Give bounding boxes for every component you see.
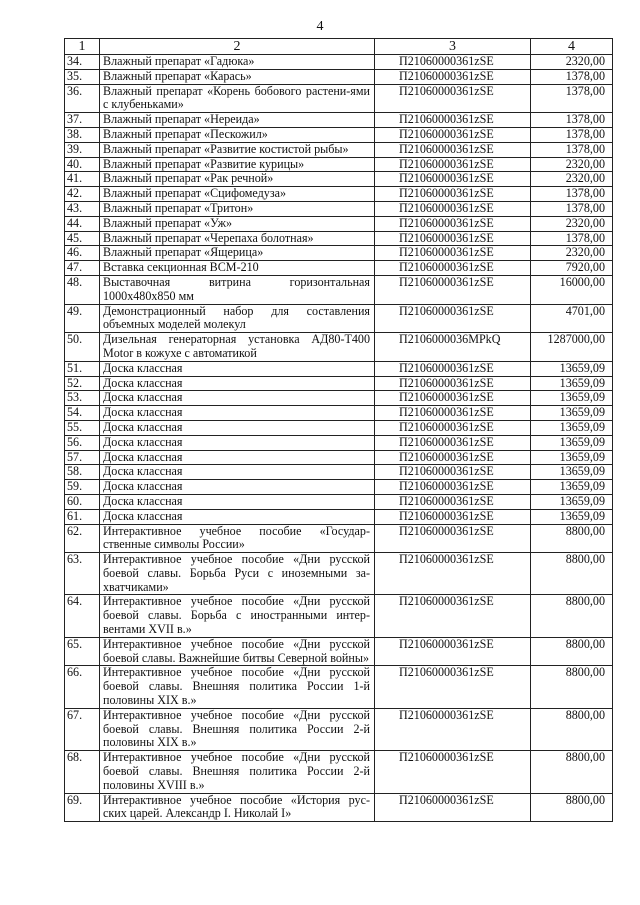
item-name: Доска классная <box>100 450 375 465</box>
item-code: П21060000361zSE <box>375 595 531 637</box>
item-name: Интерактивное учебное пособие «История рус-ских царей. Александр I. Николай I» <box>100 793 375 822</box>
table-row <box>65 751 613 793</box>
table-row <box>65 69 613 84</box>
item-price: 8800,00 <box>531 637 613 666</box>
row-number: 45. <box>65 231 100 246</box>
item-code: П21060000361zSE <box>375 751 531 793</box>
row-number: 35. <box>65 69 100 84</box>
item-price: 1287000,00 <box>531 333 613 362</box>
row-number: 69. <box>65 793 100 822</box>
item-name: Доска классная <box>100 494 375 509</box>
table-row <box>65 261 613 276</box>
row-number: 51. <box>65 361 100 376</box>
item-code: П21060000361zSE <box>375 361 531 376</box>
row-number: 38. <box>65 127 100 142</box>
row-number: 39. <box>65 142 100 157</box>
item-code: П2106000036MPkQ <box>375 333 531 362</box>
row-number: 54. <box>65 406 100 421</box>
item-price: 8800,00 <box>531 595 613 637</box>
item-name: Вставка секционная ВСМ-210 <box>100 261 375 276</box>
table-header <box>65 39 613 55</box>
table-body <box>65 55 613 822</box>
item-name: Влажный препарат «Карась» <box>100 69 375 84</box>
table-row <box>65 84 613 113</box>
table-row <box>65 406 613 421</box>
item-price: 8800,00 <box>531 553 613 595</box>
item-price: 1378,00 <box>531 187 613 202</box>
item-code: П21060000361zSE <box>375 435 531 450</box>
item-price: 8800,00 <box>531 524 613 553</box>
row-number: 46. <box>65 246 100 261</box>
row-number: 49. <box>65 304 100 333</box>
table-row <box>65 246 613 261</box>
row-number: 67. <box>65 708 100 750</box>
table-row <box>65 637 613 666</box>
page-number: 4 <box>316 19 324 34</box>
item-code: П21060000361zSE <box>375 201 531 216</box>
table-row <box>65 231 613 246</box>
item-name: Влажный препарат «Корень бобового растени-ями с клубеньками» <box>100 84 375 113</box>
table-row <box>65 450 613 465</box>
item-code: П21060000361zSE <box>375 231 531 246</box>
table-row <box>65 304 613 333</box>
item-code: П21060000361zSE <box>375 391 531 406</box>
row-number: 55. <box>65 420 100 435</box>
item-name: Влажный препарат «Ящерица» <box>100 246 375 261</box>
table-row <box>65 172 613 187</box>
table-row <box>65 435 613 450</box>
item-price: 2320,00 <box>531 157 613 172</box>
row-number: 59. <box>65 480 100 495</box>
item-name: Интерактивное учебное пособие «Дни русской боевой славы. Внешняя политика России 1-й половины XIX в.» <box>100 666 375 708</box>
item-code: П21060000361zSE <box>375 376 531 391</box>
item-price: 2320,00 <box>531 55 613 70</box>
row-number: 34. <box>65 55 100 70</box>
item-name: Влажный препарат «Гадюка» <box>100 55 375 70</box>
item-price: 2320,00 <box>531 172 613 187</box>
item-name: Выставочная витрина горизонтальная 1000х480х850 мм <box>100 275 375 304</box>
item-name: Влажный препарат «Сцифомедуза» <box>100 187 375 202</box>
item-code: П21060000361zSE <box>375 450 531 465</box>
table-row <box>65 275 613 304</box>
item-code: П21060000361zSE <box>375 420 531 435</box>
row-number: 36. <box>65 84 100 113</box>
table-row <box>65 201 613 216</box>
item-name: Доска классная <box>100 406 375 421</box>
column-header: 4 <box>531 39 613 55</box>
table-row <box>65 187 613 202</box>
item-code: П21060000361zSE <box>375 666 531 708</box>
item-price: 2320,00 <box>531 216 613 231</box>
item-price: 4701,00 <box>531 304 613 333</box>
item-name: Доска классная <box>100 420 375 435</box>
item-code: П21060000361zSE <box>375 406 531 421</box>
item-code: П21060000361zSE <box>375 172 531 187</box>
table-row <box>65 509 613 524</box>
item-code: П21060000361zSE <box>375 524 531 553</box>
column-header: 2 <box>100 39 375 55</box>
item-name: Доска классная <box>100 376 375 391</box>
item-price: 1378,00 <box>531 231 613 246</box>
table-row <box>65 553 613 595</box>
item-code: П21060000361zSE <box>375 708 531 750</box>
item-price: 13659,09 <box>531 406 613 421</box>
row-number: 60. <box>65 494 100 509</box>
item-name: Влажный препарат «Тритон» <box>100 201 375 216</box>
table-row <box>65 494 613 509</box>
item-code: П21060000361zSE <box>375 113 531 128</box>
table-row <box>65 595 613 637</box>
row-number: 43. <box>65 201 100 216</box>
row-number: 65. <box>65 637 100 666</box>
row-number: 50. <box>65 333 100 362</box>
row-number: 44. <box>65 216 100 231</box>
item-price: 8800,00 <box>531 708 613 750</box>
item-code: П21060000361zSE <box>375 142 531 157</box>
item-price: 13659,09 <box>531 391 613 406</box>
table-row <box>65 480 613 495</box>
table-row <box>65 391 613 406</box>
row-number: 61. <box>65 509 100 524</box>
table-row <box>65 142 613 157</box>
row-number: 56. <box>65 435 100 450</box>
item-price: 13659,09 <box>531 450 613 465</box>
item-code: П21060000361zSE <box>375 55 531 70</box>
item-price: 2320,00 <box>531 246 613 261</box>
inventory-table <box>64 38 613 822</box>
item-code: П21060000361zSE <box>375 304 531 333</box>
table-row <box>65 113 613 128</box>
table-row <box>65 55 613 70</box>
table-row <box>65 216 613 231</box>
item-price: 13659,09 <box>531 376 613 391</box>
item-price: 13659,09 <box>531 435 613 450</box>
item-price: 1378,00 <box>531 201 613 216</box>
item-name: Интерактивное учебное пособие «Дни русской боевой славы. Важнейшие битвы Северной войны» <box>100 637 375 666</box>
item-code: П21060000361zSE <box>375 84 531 113</box>
table-row <box>65 793 613 822</box>
item-price: 13659,09 <box>531 361 613 376</box>
item-price: 1378,00 <box>531 127 613 142</box>
row-number: 37. <box>65 113 100 128</box>
item-code: П21060000361zSE <box>375 187 531 202</box>
item-price: 13659,09 <box>531 465 613 480</box>
item-code: П21060000361zSE <box>375 246 531 261</box>
item-name: Интерактивное учебное пособие «Дни русской боевой славы. Внешняя политика России 2-й половины XVIII в.» <box>100 751 375 793</box>
item-code: П21060000361zSE <box>375 157 531 172</box>
row-number: 62. <box>65 524 100 553</box>
table-row <box>65 127 613 142</box>
item-name: Доска классная <box>100 361 375 376</box>
item-code: П21060000361zSE <box>375 553 531 595</box>
item-code: П21060000361zSE <box>375 127 531 142</box>
item-price: 7920,00 <box>531 261 613 276</box>
row-number: 64. <box>65 595 100 637</box>
row-number: 68. <box>65 751 100 793</box>
table-row <box>65 376 613 391</box>
item-name: Дизельная генераторная установка АД80-Т400 Motor в кожухе с автоматикой <box>100 333 375 362</box>
row-number: 47. <box>65 261 100 276</box>
item-code: П21060000361zSE <box>375 494 531 509</box>
row-number: 66. <box>65 666 100 708</box>
item-name: Влажный препарат «Нереида» <box>100 113 375 128</box>
column-header: 1 <box>65 39 100 55</box>
row-number: 58. <box>65 465 100 480</box>
item-name: Интерактивное учебное пособие «Дни русской боевой славы. Борьба с иностранными интер-вентами XVII в.» <box>100 595 375 637</box>
item-price: 13659,09 <box>531 494 613 509</box>
row-number: 53. <box>65 391 100 406</box>
item-price: 13659,09 <box>531 509 613 524</box>
item-code: П21060000361zSE <box>375 637 531 666</box>
item-code: П21060000361zSE <box>375 216 531 231</box>
item-name: Влажный препарат «Пескожил» <box>100 127 375 142</box>
item-price: 16000,00 <box>531 275 613 304</box>
item-name: Интерактивное учебное пособие «Дни русской боевой славы. Борьба Руси с иноземными за-хватчиками» <box>100 553 375 595</box>
item-price: 1378,00 <box>531 113 613 128</box>
item-name: Демонстрационный набор для составления объемных моделей молекул <box>100 304 375 333</box>
item-price: 1378,00 <box>531 142 613 157</box>
column-header: 3 <box>375 39 531 55</box>
table-row <box>65 708 613 750</box>
table-row <box>65 666 613 708</box>
row-number: 52. <box>65 376 100 391</box>
item-name: Интерактивное учебное пособие «Государ-ственные символы России» <box>100 524 375 553</box>
item-price: 13659,09 <box>531 480 613 495</box>
table-row <box>65 524 613 553</box>
item-name: Доска классная <box>100 465 375 480</box>
table-row <box>65 361 613 376</box>
table-row <box>65 465 613 480</box>
table-row <box>65 157 613 172</box>
item-code: П21060000361zSE <box>375 465 531 480</box>
table-row <box>65 333 613 362</box>
item-price: 1378,00 <box>531 84 613 113</box>
row-number: 63. <box>65 553 100 595</box>
item-name: Доска классная <box>100 391 375 406</box>
item-name: Доска классная <box>100 435 375 450</box>
item-price: 8800,00 <box>531 666 613 708</box>
item-price: 1378,00 <box>531 69 613 84</box>
item-code: П21060000361zSE <box>375 793 531 822</box>
table-row <box>65 420 613 435</box>
row-number: 42. <box>65 187 100 202</box>
row-number: 41. <box>65 172 100 187</box>
item-name: Влажный препарат «Рак речной» <box>100 172 375 187</box>
item-name: Влажный препарат «Черепаха болотная» <box>100 231 375 246</box>
item-price: 13659,09 <box>531 420 613 435</box>
row-number: 48. <box>65 275 100 304</box>
item-name: Доска классная <box>100 480 375 495</box>
item-name: Влажный препарат «Развитие костистой рыбы» <box>100 142 375 157</box>
item-code: П21060000361zSE <box>375 480 531 495</box>
item-code: П21060000361zSE <box>375 275 531 304</box>
item-name: Влажный препарат «Уж» <box>100 216 375 231</box>
item-name: Доска классная <box>100 509 375 524</box>
item-price: 8800,00 <box>531 751 613 793</box>
row-number: 57. <box>65 450 100 465</box>
item-price: 8800,00 <box>531 793 613 822</box>
item-code: П21060000361zSE <box>375 509 531 524</box>
item-name: Интерактивное учебное пособие «Дни русской боевой славы. Внешняя политика России 2-й половины XIX в.» <box>100 708 375 750</box>
item-name: Влажный препарат «Развитие курицы» <box>100 157 375 172</box>
item-code: П21060000361zSE <box>375 69 531 84</box>
item-code: П21060000361zSE <box>375 261 531 276</box>
row-number: 40. <box>65 157 100 172</box>
